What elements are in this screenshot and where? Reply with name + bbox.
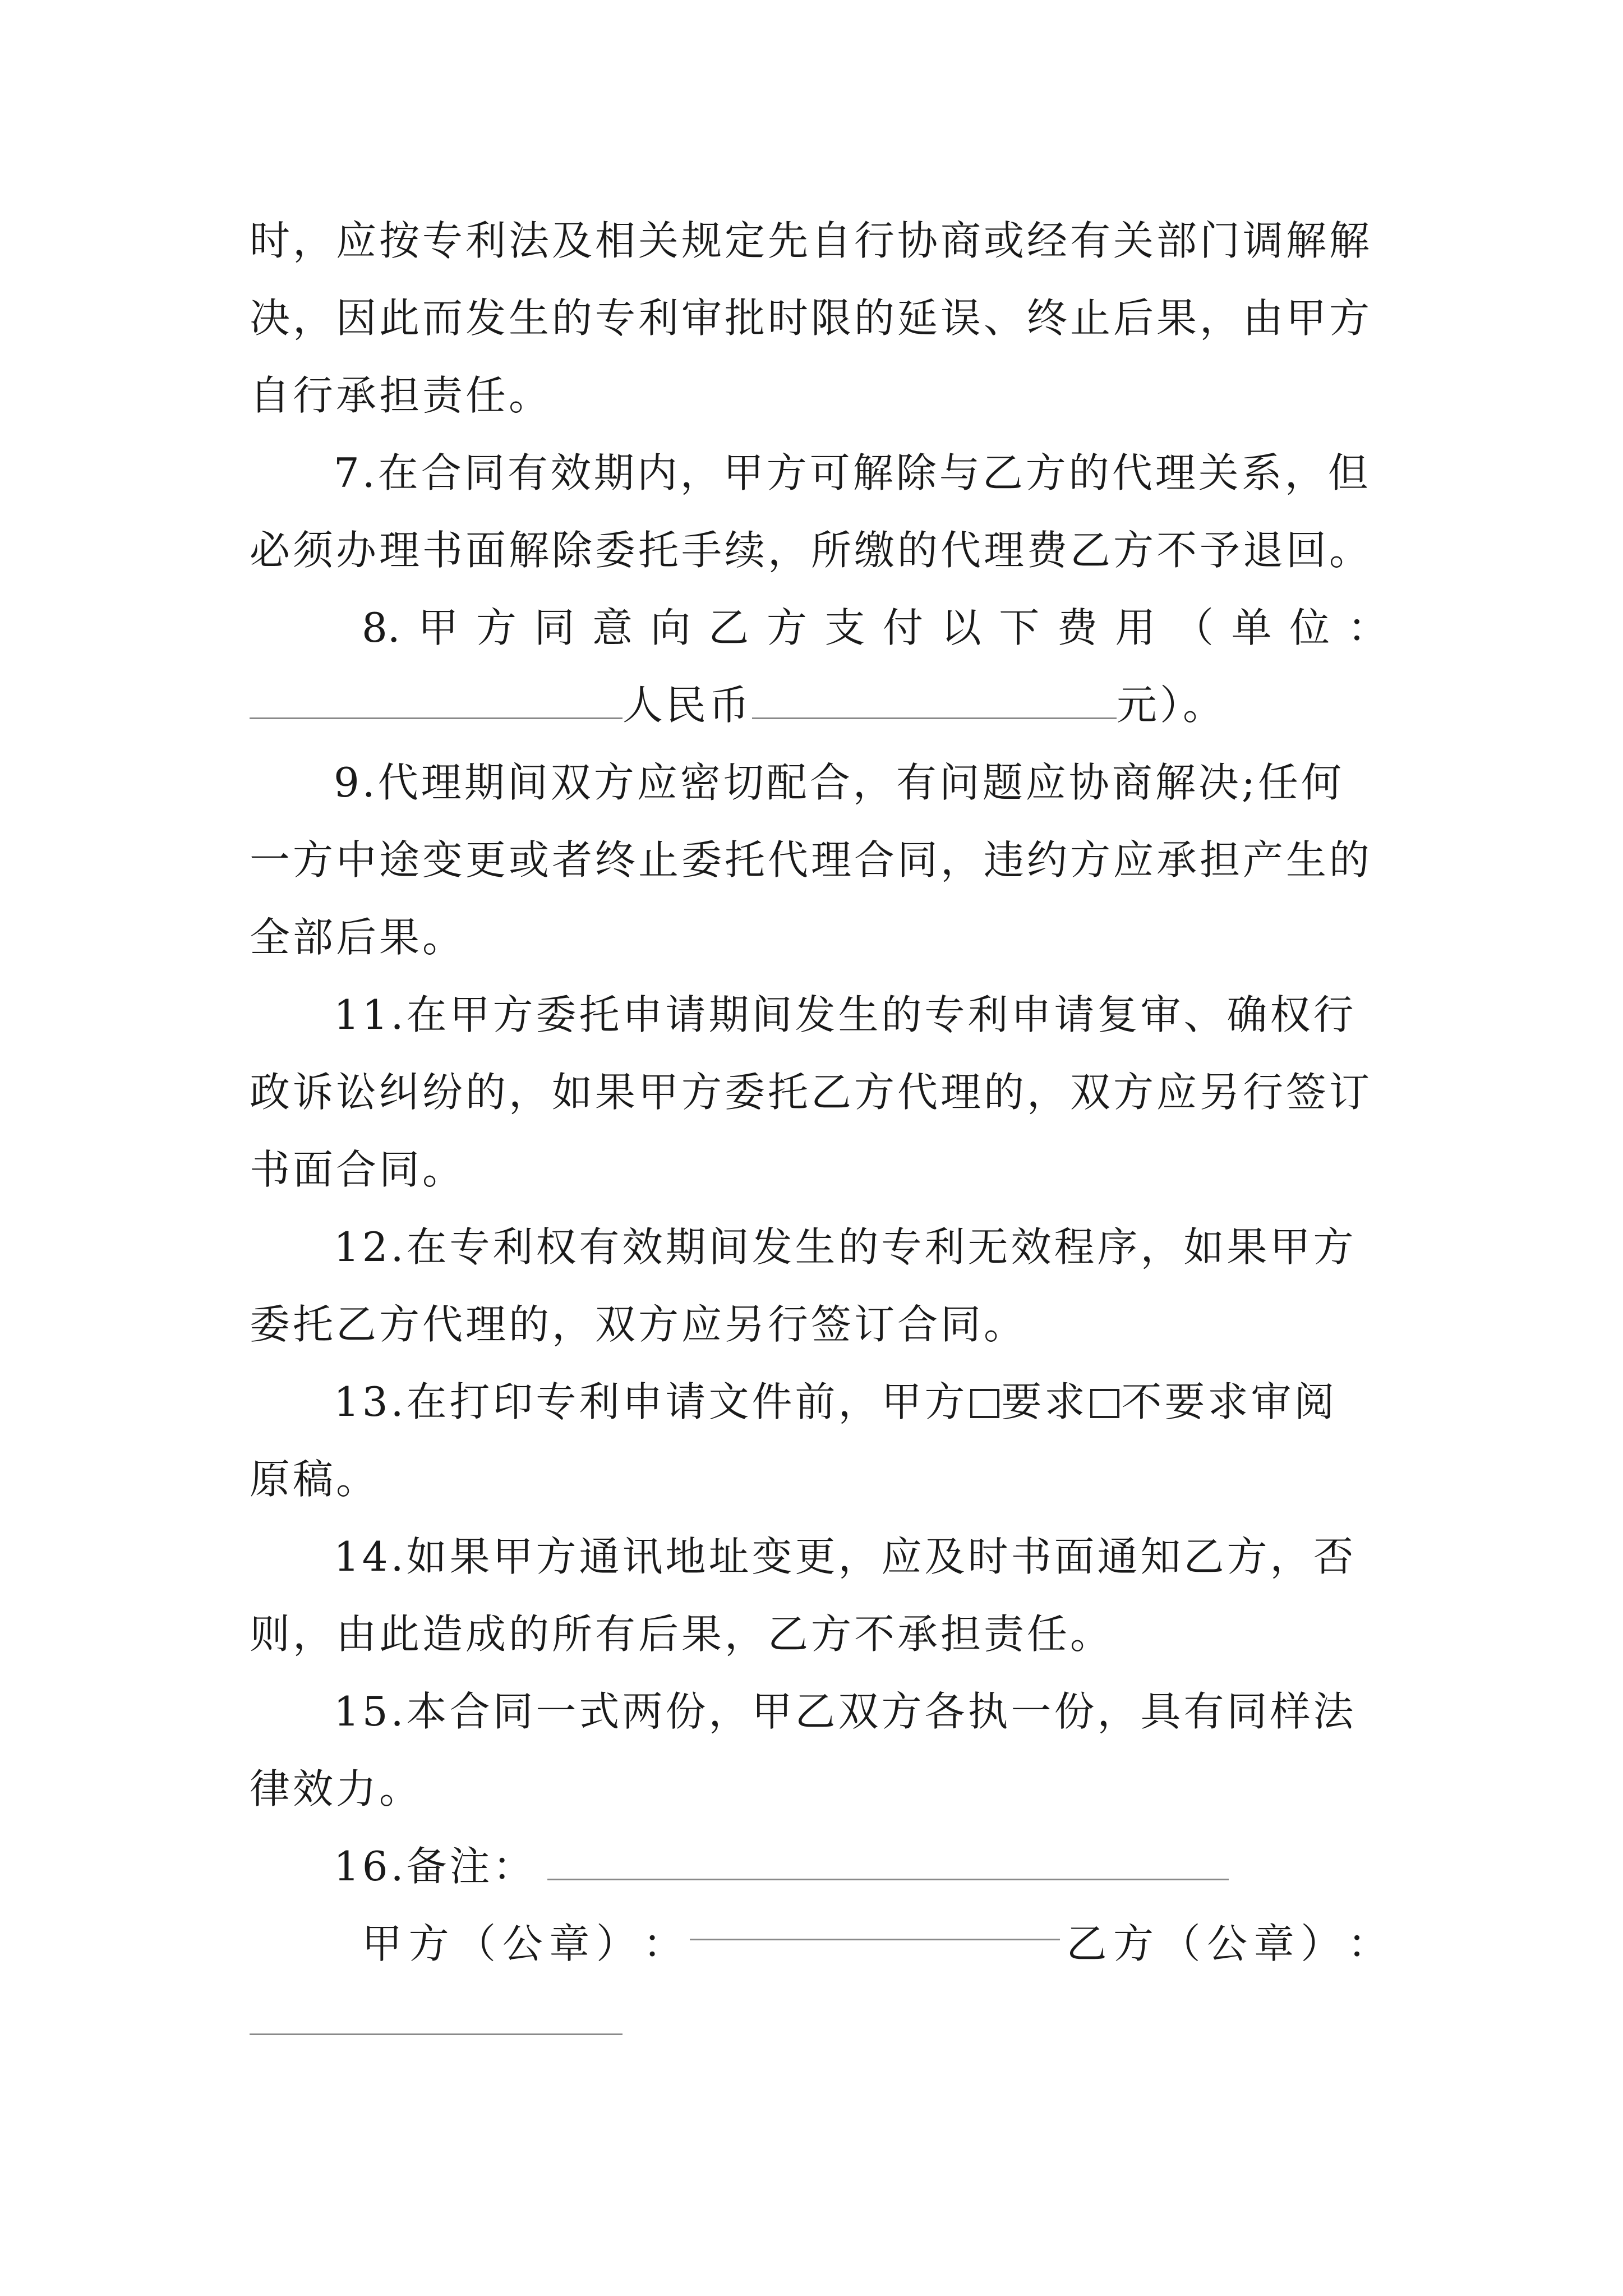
p8-char: 位 xyxy=(1289,604,1330,651)
currency-label: 人民币 xyxy=(623,682,753,729)
remarks-blank[interactable] xyxy=(547,1845,1229,1880)
paragraph-11-line-2: 政诉讼纠纷的，如果甲方委托乙方代理的，双方应另行签订 xyxy=(250,1069,1373,1116)
unit-tail: 元）。 xyxy=(1117,682,1227,729)
p8-char: 以 xyxy=(940,604,981,651)
paragraph-6-line-1: 时，应按专利法及相关规定先自行协商或经有关部门调解解 xyxy=(250,217,1373,264)
fee-unit-blank[interactable] xyxy=(250,684,623,719)
paragraph-8-line-1 xyxy=(362,589,1388,666)
party-a-char: 章 xyxy=(549,1920,590,1967)
paragraph-16-line xyxy=(334,1828,1229,1905)
p8-char: 付 xyxy=(883,604,924,651)
fee-amount-blank[interactable] xyxy=(752,684,1117,719)
party-a-char: 方 xyxy=(408,1920,449,1967)
party-a-char: 甲 xyxy=(362,1920,403,1967)
party-b-char: 章 xyxy=(1253,1920,1294,1967)
paragraph-6-line-2: 决，因此而发生的专利审批时限的延误、终止后果，由甲方 xyxy=(250,295,1373,342)
paragraph-7-line-1: 7.在合同有效期内，甲方可解除与乙方的代理关系，但 xyxy=(334,449,1371,496)
party-b-char: 公 xyxy=(1207,1920,1248,1967)
signature-line xyxy=(362,1905,1388,1982)
paragraph-9-line-1: 9.代理期间双方应密切配合，有问题应协商解决;任何 xyxy=(334,759,1344,806)
paragraph-13-line-1 xyxy=(334,1363,1338,1441)
party-a-char: 公 xyxy=(502,1920,543,1967)
party-a-char: ） xyxy=(596,1920,637,1967)
party-b-char: 方 xyxy=(1113,1920,1154,1967)
paragraph-9-line-3: 全部后果。 xyxy=(250,914,466,961)
p13-prefix: 13.在打印专利申请文件前，甲方 xyxy=(334,1378,968,1425)
not-require-option-label: 不要求审阅 xyxy=(1121,1378,1338,1425)
p8-char: 同 xyxy=(534,604,575,651)
p8-char: 向 xyxy=(650,604,691,651)
paragraph-12-line-2: 委托乙方代理的，双方应另行签订合同。 xyxy=(250,1301,1027,1348)
p8-char: 甲 xyxy=(418,604,459,651)
p8-char: 方 xyxy=(766,604,807,651)
paragraph-14-line-2: 则，由此造成的所有后果，乙方不承担责任。 xyxy=(250,1611,1114,1658)
paragraph-11-line-1: 11.在甲方委托申请期间发生的专利申请复审、确权行 xyxy=(334,991,1357,1038)
paragraph-12-line-1: 12.在专利权有效期间发生的专利无效程序，如果甲方 xyxy=(334,1223,1357,1271)
party-a-seal-blank[interactable] xyxy=(690,1905,1060,1940)
paragraph-15-line-1: 15.本合同一式两份，甲乙双方各执一份，具有同样法 xyxy=(334,1688,1357,1735)
paragraph-13-line-2: 原稿。 xyxy=(250,1456,380,1503)
paragraph-8-line-2 xyxy=(250,666,1226,744)
p8-char: 费 xyxy=(1057,604,1098,651)
p8-char: ： xyxy=(1347,604,1388,651)
p8-char: 8. xyxy=(362,604,400,651)
party-b-char: （ xyxy=(1160,1920,1201,1967)
p8-char: （ xyxy=(1173,604,1214,651)
paragraph-7-line-2: 必须办理书面解除委托手续，所缴的代理费乙方不予退回。 xyxy=(250,527,1373,574)
paragraph-9-line-2: 一方中途变更或者终止委托代理合同，违约方应承担产生的 xyxy=(250,836,1373,884)
party-b-char: ） xyxy=(1301,1920,1341,1967)
require-option-label: 要求 xyxy=(1001,1378,1088,1425)
paragraph-14-line-1: 14.如果甲方通讯地址变更，应及时书面通知乙方，否 xyxy=(334,1533,1357,1580)
p8-char: 支 xyxy=(824,604,865,651)
party-b-char: 乙 xyxy=(1066,1920,1107,1967)
party-a-char: （ xyxy=(455,1920,496,1967)
remarks-label: 16.备注： xyxy=(334,1843,536,1890)
p8-char: 意 xyxy=(592,604,633,651)
p8-char: 乙 xyxy=(708,604,749,651)
party-a-char: ： xyxy=(643,1920,684,1967)
p8-char: 下 xyxy=(999,604,1040,651)
party-b-char: ： xyxy=(1347,1920,1388,1967)
paragraph-6-line-3: 自行承担责任。 xyxy=(250,372,552,419)
paragraph-11-line-3: 书面合同。 xyxy=(250,1146,466,1193)
p8-char: 单 xyxy=(1231,604,1272,651)
p8-char: 方 xyxy=(476,604,517,651)
party-b-seal-line xyxy=(250,1982,623,2060)
party-b-seal-blank[interactable] xyxy=(250,2000,623,2035)
contract-body xyxy=(250,202,1388,2053)
p8-char: 用 xyxy=(1115,604,1156,651)
require-checkbox[interactable] xyxy=(970,1389,999,1418)
not-require-checkbox[interactable] xyxy=(1090,1389,1119,1418)
paragraph-15-line-2: 律效力。 xyxy=(250,1765,423,1812)
